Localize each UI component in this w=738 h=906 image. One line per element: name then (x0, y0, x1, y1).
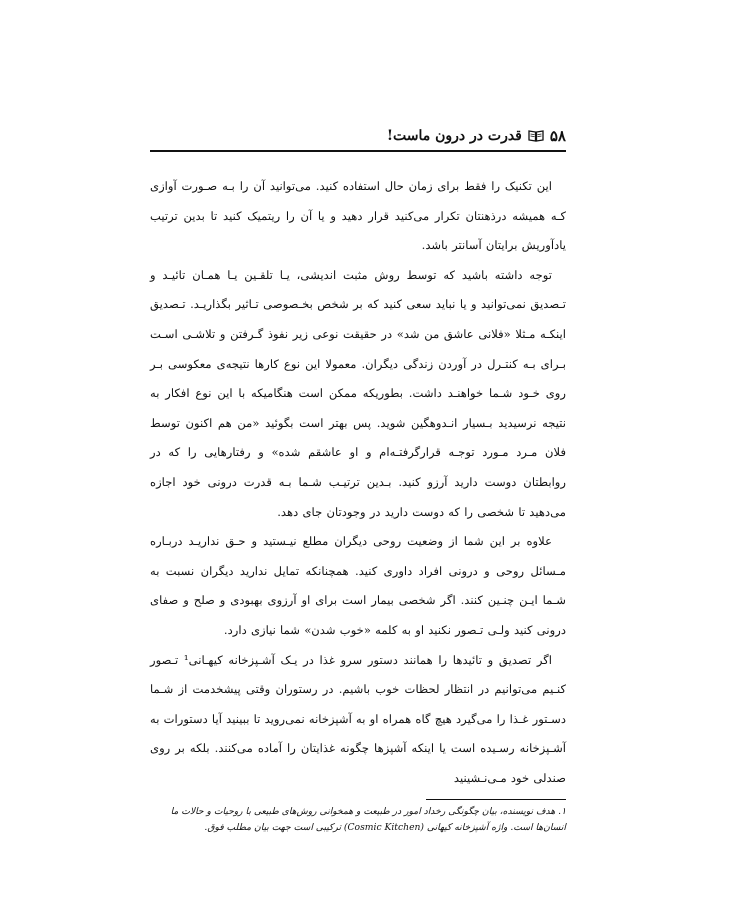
paragraph-4: اگر تصدیق و تائیدها را همانند دستور سرو غذا در یـک آشـپزخانه کیهـانی¹ تـصور کنـیم می‌توانیم در انتظار لحظات خوب باشیم. در رستوران وقتی پیشخدمت از شـما دسـتور غـذا را می‌گیرد هیچ گاه همراه او به آشپزخانه نمی‌روید تا ببینید آیا دستورات به آشـپزخانه رسـیده است یا اینکه آشپزها چگونه غذایتان را آماده می‌کنند. بلکه بر روی صندلی خود مـی‌نـشینید (150, 652, 566, 785)
footnote-text-before: ۱. هدف نویسنده، بیان چگونگی رخداد امور در طبیعت و همخوانی روش‌های طبیعی با روحیات و حالات ما انسان‌ها است. واژه آشپزخانه کیهانی ( (170, 806, 566, 834)
footnote (150, 804, 566, 836)
footnote-text-after: ) ترکیبی است جهت بیان مطلب فوق. (204, 822, 348, 834)
book-icon (528, 130, 544, 142)
running-header (150, 124, 566, 148)
footnote-rule (426, 799, 566, 800)
body-text (150, 172, 566, 793)
book-page (150, 124, 566, 836)
paragraph-2: توجه داشته باشید که توسط روش مثبت اندیشی، یـا تلقـین یـا همـان تائیـد و تـصدیق نمی‌توانید و یا نباید سعی کنید که بر شخص بخـصوصی تـاثیر بگذاریـد. تـصدیق اینکـه مـثلا «فلانی عاشق من شد» در حقیقت نوعی زیر نفوذ گـرفتن و تلاشـی اسـت بـرای بـه کنتـرل در آوردن زندگی دیگران. معمولا این نوع کارها نتیجه‌ی معکوسی بـر روی خـود شـما خواهنـد داشت. بطوریکه ممکن است هنگامیکه با این نوع افکار به نتیجه نرسیدید بـسیار انـدوهگین شوید. پس بهتر است بگوئید «من هم اکنون توسط فلان مـرد مـورد توجـه قرارگرفتـه‌ام و او عاشقم شده» و رفتارهایی را که در روابطتان دوست دارید آرزو کنید. بـدین ترتیـب شـما بـه قدرت درونی خود اجازه می‌دهید تا شخصی را که دوست دارید در وجودتان جای دهد. (150, 267, 566, 519)
header-rule (150, 150, 566, 152)
paragraph-1: این تکنیک را فقط برای زمان حال استفاده کنید. می‌توانید آن را بـه صـورت آوازی کـه همیشه درذهنتان تکرار می‌کنید قرار دهید و یا آن را ریتمیک کنید تا بدین ترتیب یادآوریش برایتان آسانتر باشد. (150, 179, 566, 253)
header-title: قدرت در درون ماست! (386, 128, 522, 144)
page-number: ۵۸ (549, 127, 566, 145)
footnote-english-term: Cosmic Kitchen (347, 822, 421, 834)
paragraph-3: علاوه بر این شما از وضعیت روحی دیگران مطلع نیـستید و حـق ندار‌یـد دربـاره مـسائل روحی و درونی افراد داوری کنید. همچنانکه تمایل ندارید دیگران نسبت به شـما ایـن چنـین کنند. اگر شخصی بیمار است برای او آرزوی بهبودی و صلح و صفای درونی کنید ولـی تـصور نکنید او به کلمه «خوب شدن» شما نیازی دارد. (150, 534, 566, 637)
